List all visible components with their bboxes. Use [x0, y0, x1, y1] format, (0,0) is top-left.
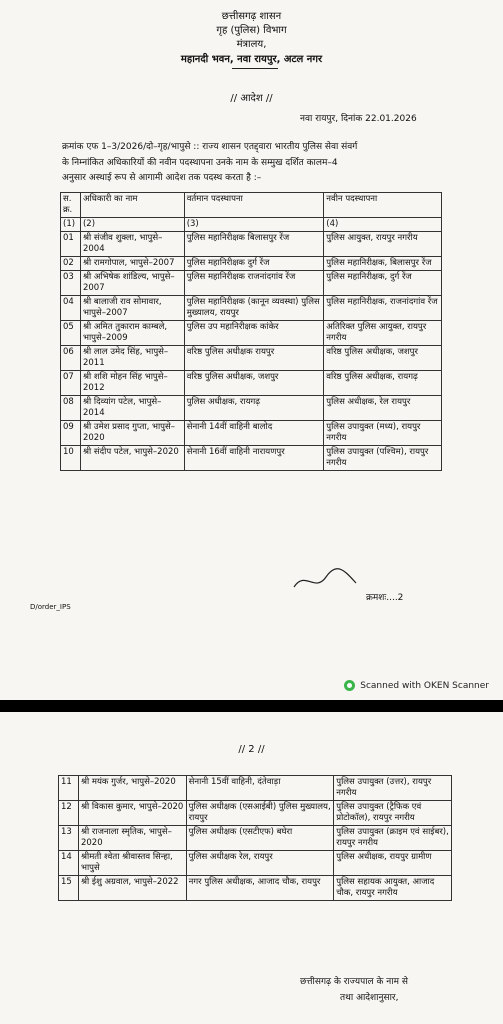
table-row: [59, 851, 452, 876]
table-row: [61, 396, 442, 421]
header-govt: छत्तीसगढ़ शासन: [221, 11, 282, 22]
cell-new-posting: वरिष्ठ पुलिस अधीक्षक, जशपुर: [324, 346, 442, 371]
cell-new-posting: पुलिस अधीक्षक, रेल रायपुर: [324, 396, 442, 421]
cell-current-posting: नगर पुलिस अधीक्षक, आजाद चौक, रायपुर: [186, 876, 334, 901]
cell-current-posting: पुलिस अधीक्षक (एसआईबी) पुलिस मुख्यालय, रायपुर: [186, 801, 334, 826]
table-row: [61, 232, 442, 257]
cell-current-posting: पुलिस अधीक्षक रेल, रायपुर: [186, 851, 334, 876]
cell-new-posting: अतिरिक्त पुलिस आयुक्त, रायपुर नगरीय: [324, 321, 442, 346]
cell-current-posting: वरिष्ठ पुलिस अधीक्षक रायपुर: [184, 346, 324, 371]
cell-current-posting: पुलिस अधीक्षक, रायगढ़: [184, 396, 324, 421]
scanner-watermark: [344, 680, 489, 691]
cell-serial: 11: [59, 776, 79, 801]
cell-serial: 06: [61, 346, 81, 371]
table-row: [61, 421, 442, 446]
table-column-number-row: [61, 218, 442, 232]
cell-serial: 04: [61, 296, 81, 321]
cell-officer-name: श्री संजीव शुक्ला, भापुसे–2004: [80, 232, 184, 257]
table-row: [61, 321, 442, 346]
cell-current-posting: सेनानी 14वीं वाहिनी बालोद: [184, 421, 324, 446]
col-header-new: नवीन पदस्थापना: [324, 193, 442, 218]
cell-current-posting: सेनानी 16वीं वाहिनी नारायणपुर: [184, 446, 324, 471]
table-row: [59, 876, 452, 901]
cell-serial: 13: [59, 826, 79, 851]
cell-serial: 05: [61, 321, 81, 346]
closing-line-1: छत्तीसगढ़ के राज्यपाल के नाम से: [300, 977, 408, 987]
table-row: [61, 371, 442, 396]
cell-officer-name: श्री अभिषेक शांडिल्य, भापुसे–2007: [80, 271, 184, 296]
cell-serial: 07: [61, 371, 81, 396]
place-date: नवा रायपुर, दिनांक 22.01.2026: [300, 114, 417, 124]
cell-new-posting: पुलिस उपायुक्त (ट्रैफिक एवं प्रोटोकॉल), रायपुर नगरीय: [334, 801, 452, 826]
cell-current-posting: पुलिस महानिरीक्षक (कानून व्यवस्था) पुलिस मुख्यालय, रायपुर: [184, 296, 324, 321]
cell-officer-name: श्री मयंक गुर्जर, भापुसे–2020: [78, 776, 186, 801]
cell-officer-name: श्री संदीप पटेल, भापुसे–2020: [80, 446, 184, 471]
col-header-sno: स. क्र.: [61, 193, 81, 218]
cell-officer-name: श्री राजनाला स्मृतिक, भापुसे–2020: [78, 826, 186, 851]
order-para-line2: के निम्नांकित अधिकारियों की नवीन पदस्थापना उनके नाम के सम्मुख दर्शित कालम–4: [62, 158, 338, 168]
cell-new-posting: पुलिस उपायुक्त (उत्तर), रायपुर नगरीय: [334, 776, 452, 801]
cell-current-posting: पुलिस उप महानिरीक्षक कांकेर: [184, 321, 324, 346]
cell-officer-name: श्रीमती श्वेता श्रीवास्तव सिन्हा, भापुसे: [78, 851, 186, 876]
table-row: [61, 346, 442, 371]
cell-current-posting: पुलिस महानिरीक्षक राजनांदगांव रेंज: [184, 271, 324, 296]
cell-current-posting: पुलिस अधीक्षक (एसटीएफ) बघेरा: [186, 826, 334, 851]
cell-current-posting: पुलिस महानिरीक्षक बिलासपुर रेंज: [184, 232, 324, 257]
cell-serial: 10: [61, 446, 81, 471]
cell-new-posting: पुलिस महानिरीक्षक, दुर्ग रेंज: [324, 271, 442, 296]
signature-mark: [290, 565, 360, 595]
page-number: // 2 //: [238, 744, 265, 755]
cell-new-posting: पुलिस महानिरीक्षक, राजनांदगांव रेंज: [324, 296, 442, 321]
table-row: [61, 296, 442, 321]
cell-serial: 02: [61, 257, 81, 271]
posting-table-2: [58, 775, 452, 901]
cell-current-posting: वरिष्ठ पुलिस अधीक्षक, जशपुर: [184, 371, 324, 396]
cell-officer-name: श्री उमेश प्रसाद गुप्ता, भापुसे–2020: [80, 421, 184, 446]
cell-current-posting: सेनानी 15वीं वाहिनी, दंतेवाड़ा: [186, 776, 334, 801]
order-title: // आदेश //: [230, 93, 273, 104]
cell-current-posting: पुलिस महानिरीक्षक दुर्ग रेंज: [184, 257, 324, 271]
table-row: [59, 801, 452, 826]
col-header-name: अधिकारी का नाम: [80, 193, 184, 218]
cell-officer-name: श्री दिव्यांग पटेल, भापुसे–2014: [80, 396, 184, 421]
cell-officer-name: श्री रामगोपाल, भापुसे–2007: [80, 257, 184, 271]
col-number-1: (1): [61, 218, 81, 232]
cell-officer-name: श्री लाल उमेद सिंह, भापुसे–2011: [80, 346, 184, 371]
order-para-line1: क्रमांक एफ 1–3/2026/दो–गृह/भापुसे :: राज्य शासन एतद्द्वारा भारतीय पुलिस सेवा संवर्ग: [62, 142, 358, 152]
col-number-2: (2): [80, 218, 184, 232]
table-row: [61, 271, 442, 296]
continued-note: क्रमशः....2: [366, 593, 404, 603]
table-row: [61, 257, 442, 271]
order-page-2: [0, 712, 503, 1024]
cell-officer-name: श्री ईशु अग्रवाल, भापुसे–2022: [78, 876, 186, 901]
scanner-logo-icon: [344, 680, 355, 691]
col-number-4: (4): [324, 218, 442, 232]
cell-new-posting: पुलिस महानिरीक्षक, बिलासपुर रेंज: [324, 257, 442, 271]
cell-new-posting: पुलिस उपायुक्त (क्राइम एवं साईबर), रायपुर नगरीय: [334, 826, 452, 851]
cell-officer-name: श्री अमित तुकाराम काम्बले, भापुसे–2009: [80, 321, 184, 346]
cell-new-posting: पुलिस उपायुक्त (पश्चिम), रायपुर नगरीय: [324, 446, 442, 471]
cell-serial: 01: [61, 232, 81, 257]
cell-serial: 09: [61, 421, 81, 446]
header-dept: गृह (पुलिस) विभाग: [216, 25, 287, 36]
cell-serial: 15: [59, 876, 79, 901]
order-para-line3: अनुसार अस्थाई रूप से आगामी आदेश तक पदस्थ करता है :–: [62, 173, 262, 183]
cell-officer-name: श्री शशि मोहन सिंह भापुसे– 2012: [80, 371, 184, 396]
table-row: [61, 446, 442, 471]
cell-serial: 12: [59, 801, 79, 826]
col-header-current: वर्तमान पदस्थापना: [184, 193, 324, 218]
cell-new-posting: पुलिस उपायुक्त (मध्य), रायपुर नगरीय: [324, 421, 442, 446]
cell-officer-name: श्री बालाजी राव सोमावार, भापुसे–2007: [80, 296, 184, 321]
footer-file-ref: D/order_IPS: [30, 603, 71, 611]
table-row: [59, 826, 452, 851]
scanner-label: Scanned with OKEN Scanner: [360, 680, 489, 691]
posting-table-1: [60, 192, 442, 471]
table-row: [59, 776, 452, 801]
header-address: महानदी भवन, नवा रायपुर, अटल नगर: [180, 54, 323, 65]
cell-new-posting: पुलिस सहायक आयुक्त, आजाद चौक, रायपुर नगरीय: [334, 876, 452, 901]
cell-new-posting: वरिष्ठ पुलिस अधीक्षक, रायगढ़: [324, 371, 442, 396]
header-divider: [232, 68, 278, 69]
col-number-3: (3): [184, 218, 324, 232]
header-ministry: मंत्रालय,: [236, 39, 267, 50]
cell-new-posting: पुलिस अधीक्षक, रायपुर ग्रामीण: [334, 851, 452, 876]
cell-serial: 08: [61, 396, 81, 421]
cell-officer-name: श्री विकास कुमार, भापुसे–2020: [78, 801, 186, 826]
cell-new-posting: पुलिस आयुक्त, रायपुर नगरीय: [324, 232, 442, 257]
cell-serial: 14: [59, 851, 79, 876]
cell-serial: 03: [61, 271, 81, 296]
table-header-row: [61, 193, 442, 218]
closing-line-2: तथा आदेशानुसार,: [340, 993, 399, 1003]
